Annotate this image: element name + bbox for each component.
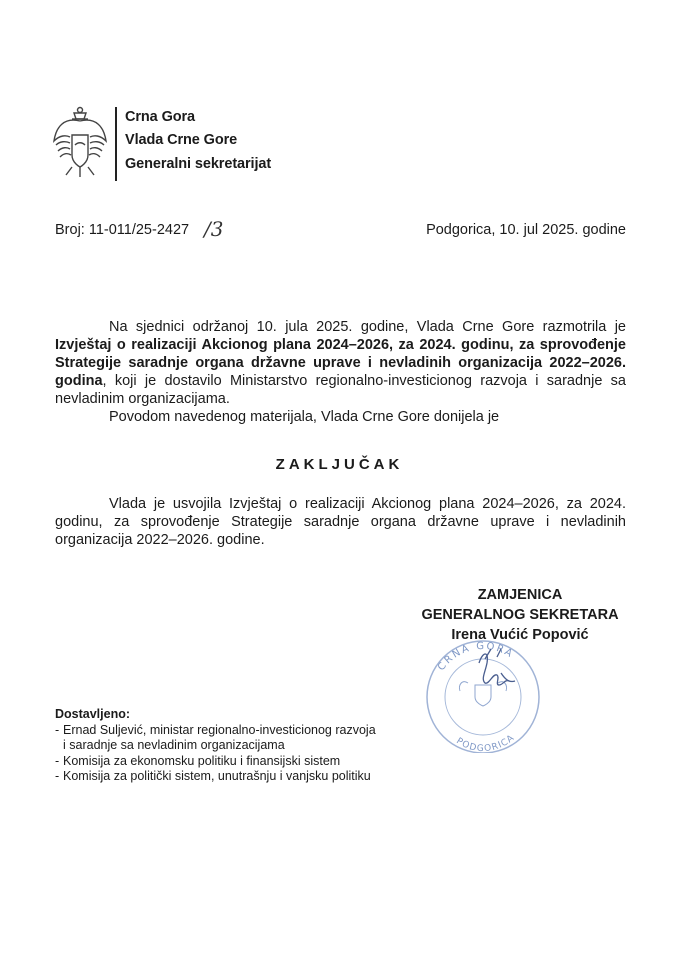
svg-text:CRNA GORA <box>436 641 516 673</box>
intro-lead: Na sjednici održanoj 10. jula 2025. godine, Vlada Crne Gore razmotrila je <box>109 319 626 335</box>
signature-name: Irena Vućić Popović <box>451 627 589 643</box>
stamp-top-text: CRNA GORA <box>435 640 516 673</box>
distribution-list <box>55 707 378 785</box>
body-intro <box>55 318 626 426</box>
document-date: Podgorica, 10. jul 2025. godine <box>426 222 626 238</box>
handwritten-suffix: /3 <box>204 217 224 241</box>
header-divider <box>115 107 117 181</box>
header-department: Generalni sekretarijat <box>125 156 272 172</box>
official-stamp-icon <box>413 633 553 753</box>
coat-of-arms-icon <box>50 105 110 181</box>
distribution-item: - Komisija za politički sistem, unutrašnju i vanjsku politiku <box>55 769 378 785</box>
conclusion-text: Vlada je usvojila Izvještaj o realizaciji Akcionog plana 2024–2026, za 2024. godinu, za sprovođenje Strategije saradnje organa državne uprave i nevladinih organizacija 2022–2026. godine. <box>55 496 626 548</box>
distribution-item: - Komisija za ekonomsku politiku i finansijski sistem <box>55 754 378 770</box>
conclusion-title: ZAKLJUČAK <box>275 456 404 473</box>
conclusion-body <box>55 495 626 549</box>
header-country: Crna Gora <box>125 109 196 125</box>
intro-tail: , koji je dostavilo Ministarstvo regionalno-investicionog razvoja i saradnje sa nevladinim organizacijama. <box>55 373 626 407</box>
signature-role-2: GENERALNOG SEKRETARA <box>421 607 619 623</box>
signature-role-1: ZAMJENICA <box>477 587 563 603</box>
intro-document-title: Izvještaj o realizaciji Akcionog plana 2024–2026, za 2024. godinu, za sprovođenje Strategije saradnje organa državne uprave i nevladinih organizacija 2022–2026. godina <box>55 337 626 389</box>
distribution-item: - Ernad Suljević, ministar regionalno-investicionog razvoja i saradnje sa nevladinim organizacijama <box>55 723 378 754</box>
distribution-heading: Dostavljeno: <box>55 707 131 721</box>
svg-text:PODGORICA <box>454 733 516 753</box>
reference-number: Broj: 11-011/25-2427 <box>55 222 190 238</box>
intro-decision-line: Povodom navedenog materijala, Vlada Crne Gore donijela je <box>109 409 500 425</box>
stamp-bottom-text: PODGORICA <box>454 732 517 753</box>
header-government: Vlada Crne Gore <box>125 132 238 148</box>
